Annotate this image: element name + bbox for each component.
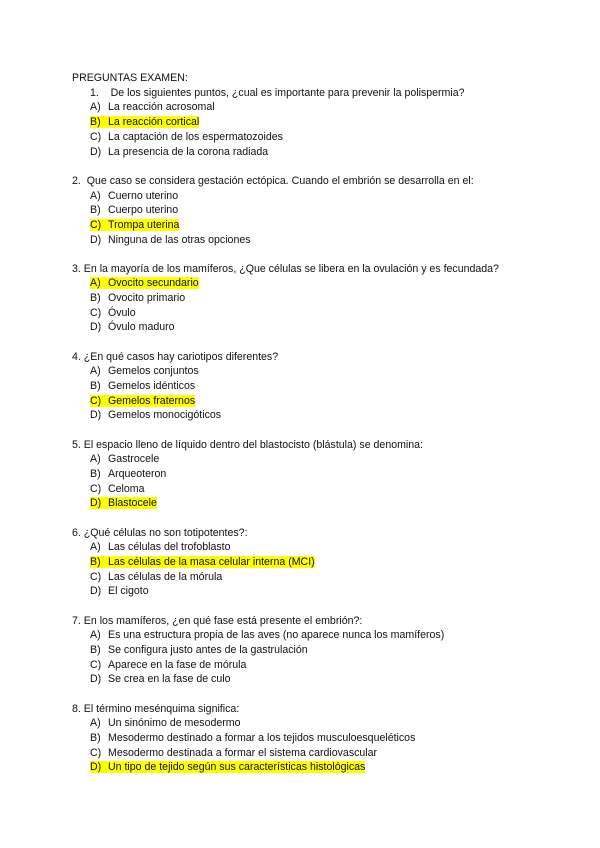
option-letter: A): [90, 190, 101, 202]
option-text: Ninguna de las otras opciones: [108, 234, 251, 246]
option-text: Gastrocele: [108, 453, 160, 465]
q8-option-d: [90, 761, 365, 774]
question-3: [72, 263, 499, 276]
question-text: El espacio lleno de líquido dentro del blastocisto (blástula) se denomina:: [83, 439, 424, 451]
option-text: Se crea en la fase de culo: [108, 673, 231, 685]
option-text: Trompa uterina: [108, 219, 180, 231]
option-letter: D): [90, 585, 102, 597]
highlighted-answer: [90, 219, 179, 231]
q1-option-c: [90, 131, 283, 144]
option-letter: B): [90, 116, 101, 128]
q7-option-d: [90, 673, 231, 686]
option-letter: A): [90, 629, 101, 641]
question-4: [72, 351, 278, 364]
question-number: 6.: [72, 527, 81, 539]
option-text: Cuerno uterino: [108, 190, 179, 202]
q8-option-c: [90, 747, 377, 760]
option-letter: C): [90, 571, 102, 583]
q4-option-c: [90, 395, 195, 408]
question-text: En la mayoría de los mamíferos, ¿Que células se libera en la ovulación y es fecundada?: [83, 263, 499, 275]
highlighted-answer: [90, 116, 199, 128]
option-text: Óvulo maduro: [108, 321, 175, 333]
option-text: Se configura justo antes de la gastrulación: [108, 644, 308, 656]
option-text: Las células de la mórula: [108, 571, 223, 583]
question-text: ¿Qué células no son totipotentes?:: [83, 527, 248, 539]
q2-option-c: [90, 219, 179, 232]
option-letter: B): [90, 644, 101, 656]
option-text: La reacción cortical: [108, 116, 200, 128]
option-letter: A): [90, 453, 101, 465]
question-2: [72, 175, 474, 188]
option-letter: A): [90, 365, 101, 377]
option-text: Un sinónimo de mesodermo: [108, 717, 241, 729]
q7-option-a: [90, 629, 444, 642]
option-letter: C): [90, 483, 102, 495]
option-text: Ovocito primario: [108, 292, 186, 304]
q4-option-b: [90, 380, 195, 393]
q5-option-b: [90, 468, 166, 481]
question-text: De los siguientes puntos, ¿cual es importante para prevenir la polispermia?: [110, 87, 465, 99]
option-text: La presencia de la corona radiada: [108, 146, 269, 158]
highlighted-answer: [90, 395, 195, 407]
question-1: [90, 87, 465, 100]
option-text: Las células del trofoblasto: [108, 541, 231, 553]
option-letter: B): [90, 292, 101, 304]
option-letter: C): [90, 395, 102, 407]
option-letter: D): [90, 146, 102, 158]
question-6: [72, 527, 248, 540]
q6-option-d: [90, 585, 149, 598]
option-text: Gemelos idénticos: [108, 380, 196, 392]
option-letter: C): [90, 747, 102, 759]
q7-option-c: [90, 659, 246, 672]
option-letter: A): [90, 101, 101, 113]
q2-option-a: [90, 190, 178, 203]
option-text: Aparece en la fase de mórula: [108, 659, 247, 671]
question-number: 3.: [72, 263, 81, 275]
q8-option-a: [90, 717, 240, 730]
question-number: 1.: [90, 87, 99, 99]
option-letter: D): [90, 321, 102, 333]
option-text: Gemelos conjuntos: [108, 365, 199, 377]
option-letter: A): [90, 717, 101, 729]
option-text: El cigoto: [108, 585, 149, 597]
option-text: La captación de los espermatozoides: [108, 131, 283, 143]
option-letter: B): [90, 468, 101, 480]
option-letter: B): [90, 380, 101, 392]
option-text: Blastocele: [108, 497, 157, 509]
question-8: [72, 703, 239, 716]
option-letter: A): [90, 541, 101, 553]
option-letter: D): [90, 497, 102, 509]
question-text: En los mamíferos, ¿en qué fase está presente el embrión?:: [83, 615, 363, 627]
option-letter: B): [90, 732, 101, 744]
question-number: 7.: [72, 615, 81, 627]
q6-option-b: [90, 556, 315, 569]
q6-option-c: [90, 571, 222, 584]
q1-option-b: [90, 116, 199, 129]
q8-option-b: [90, 732, 415, 745]
highlighted-answer: [90, 277, 199, 289]
question-text: Que caso se considera gestación ectópica. Cuando el embrión se desarrolla en el:: [86, 175, 474, 187]
option-text: Celoma: [108, 483, 145, 495]
question-number: 5.: [72, 439, 81, 451]
option-text: Arqueoteron: [108, 468, 167, 480]
question-text: El término mesénquima significa:: [83, 703, 240, 715]
question-number: 2.: [72, 175, 81, 187]
option-text: Es una estructura propia de las aves (no aparece nunca los mamíferos): [108, 629, 445, 641]
option-letter: D): [90, 409, 102, 421]
option-letter: A): [90, 277, 101, 289]
highlighted-answer: [90, 497, 157, 509]
q3-option-a: [90, 277, 199, 290]
q2-option-b: [90, 204, 178, 217]
question-5: [72, 439, 423, 452]
q4-option-a: [90, 365, 199, 378]
document-title: PREGUNTAS EXAMEN:: [72, 72, 188, 84]
q3-option-d: [90, 321, 175, 334]
q6-option-a: [90, 541, 231, 554]
question-7: [72, 615, 362, 628]
question-number: 4.: [72, 351, 81, 363]
q5-option-a: [90, 453, 159, 466]
option-letter: C): [90, 131, 102, 143]
option-letter: B): [90, 204, 101, 216]
option-text: Las células de la masa celular interna (MCI): [108, 556, 315, 568]
option-text: Cuerpo uterino: [108, 204, 179, 216]
option-text: Mesodermo destinada a formar el sistema cardiovascular: [108, 747, 378, 759]
option-letter: C): [90, 307, 102, 319]
question-text: ¿En qué casos hay cariotipos diferentes?: [83, 351, 279, 363]
option-text: Mesodermo destinado a formar a los tejidos musculoesqueléticos: [108, 732, 416, 744]
option-text: Gemelos monocigóticos: [108, 409, 222, 421]
q5-option-d: [90, 497, 157, 510]
q3-option-b: [90, 292, 185, 305]
q7-option-b: [90, 644, 308, 657]
option-letter: C): [90, 219, 102, 231]
option-letter: B): [90, 556, 101, 568]
option-letter: D): [90, 673, 102, 685]
option-text: Un tipo de tejido según sus características histológicas: [108, 761, 366, 773]
q5-option-c: [90, 483, 145, 496]
q1-option-a: [90, 101, 215, 114]
question-number: 8.: [72, 703, 81, 715]
q4-option-d: [90, 409, 221, 422]
highlighted-answer: [90, 761, 365, 773]
highlighted-answer: [90, 556, 315, 568]
q2-option-d: [90, 234, 251, 247]
option-text: La reacción acrosomal: [108, 101, 215, 113]
option-letter: C): [90, 659, 102, 671]
option-text: Gemelos fraternos: [108, 395, 196, 407]
option-text: Óvulo: [108, 307, 136, 319]
q1-option-d: [90, 146, 268, 159]
q3-option-c: [90, 307, 136, 320]
option-letter: D): [90, 761, 102, 773]
option-letter: D): [90, 234, 102, 246]
option-text: Ovocito secundario: [108, 277, 199, 289]
